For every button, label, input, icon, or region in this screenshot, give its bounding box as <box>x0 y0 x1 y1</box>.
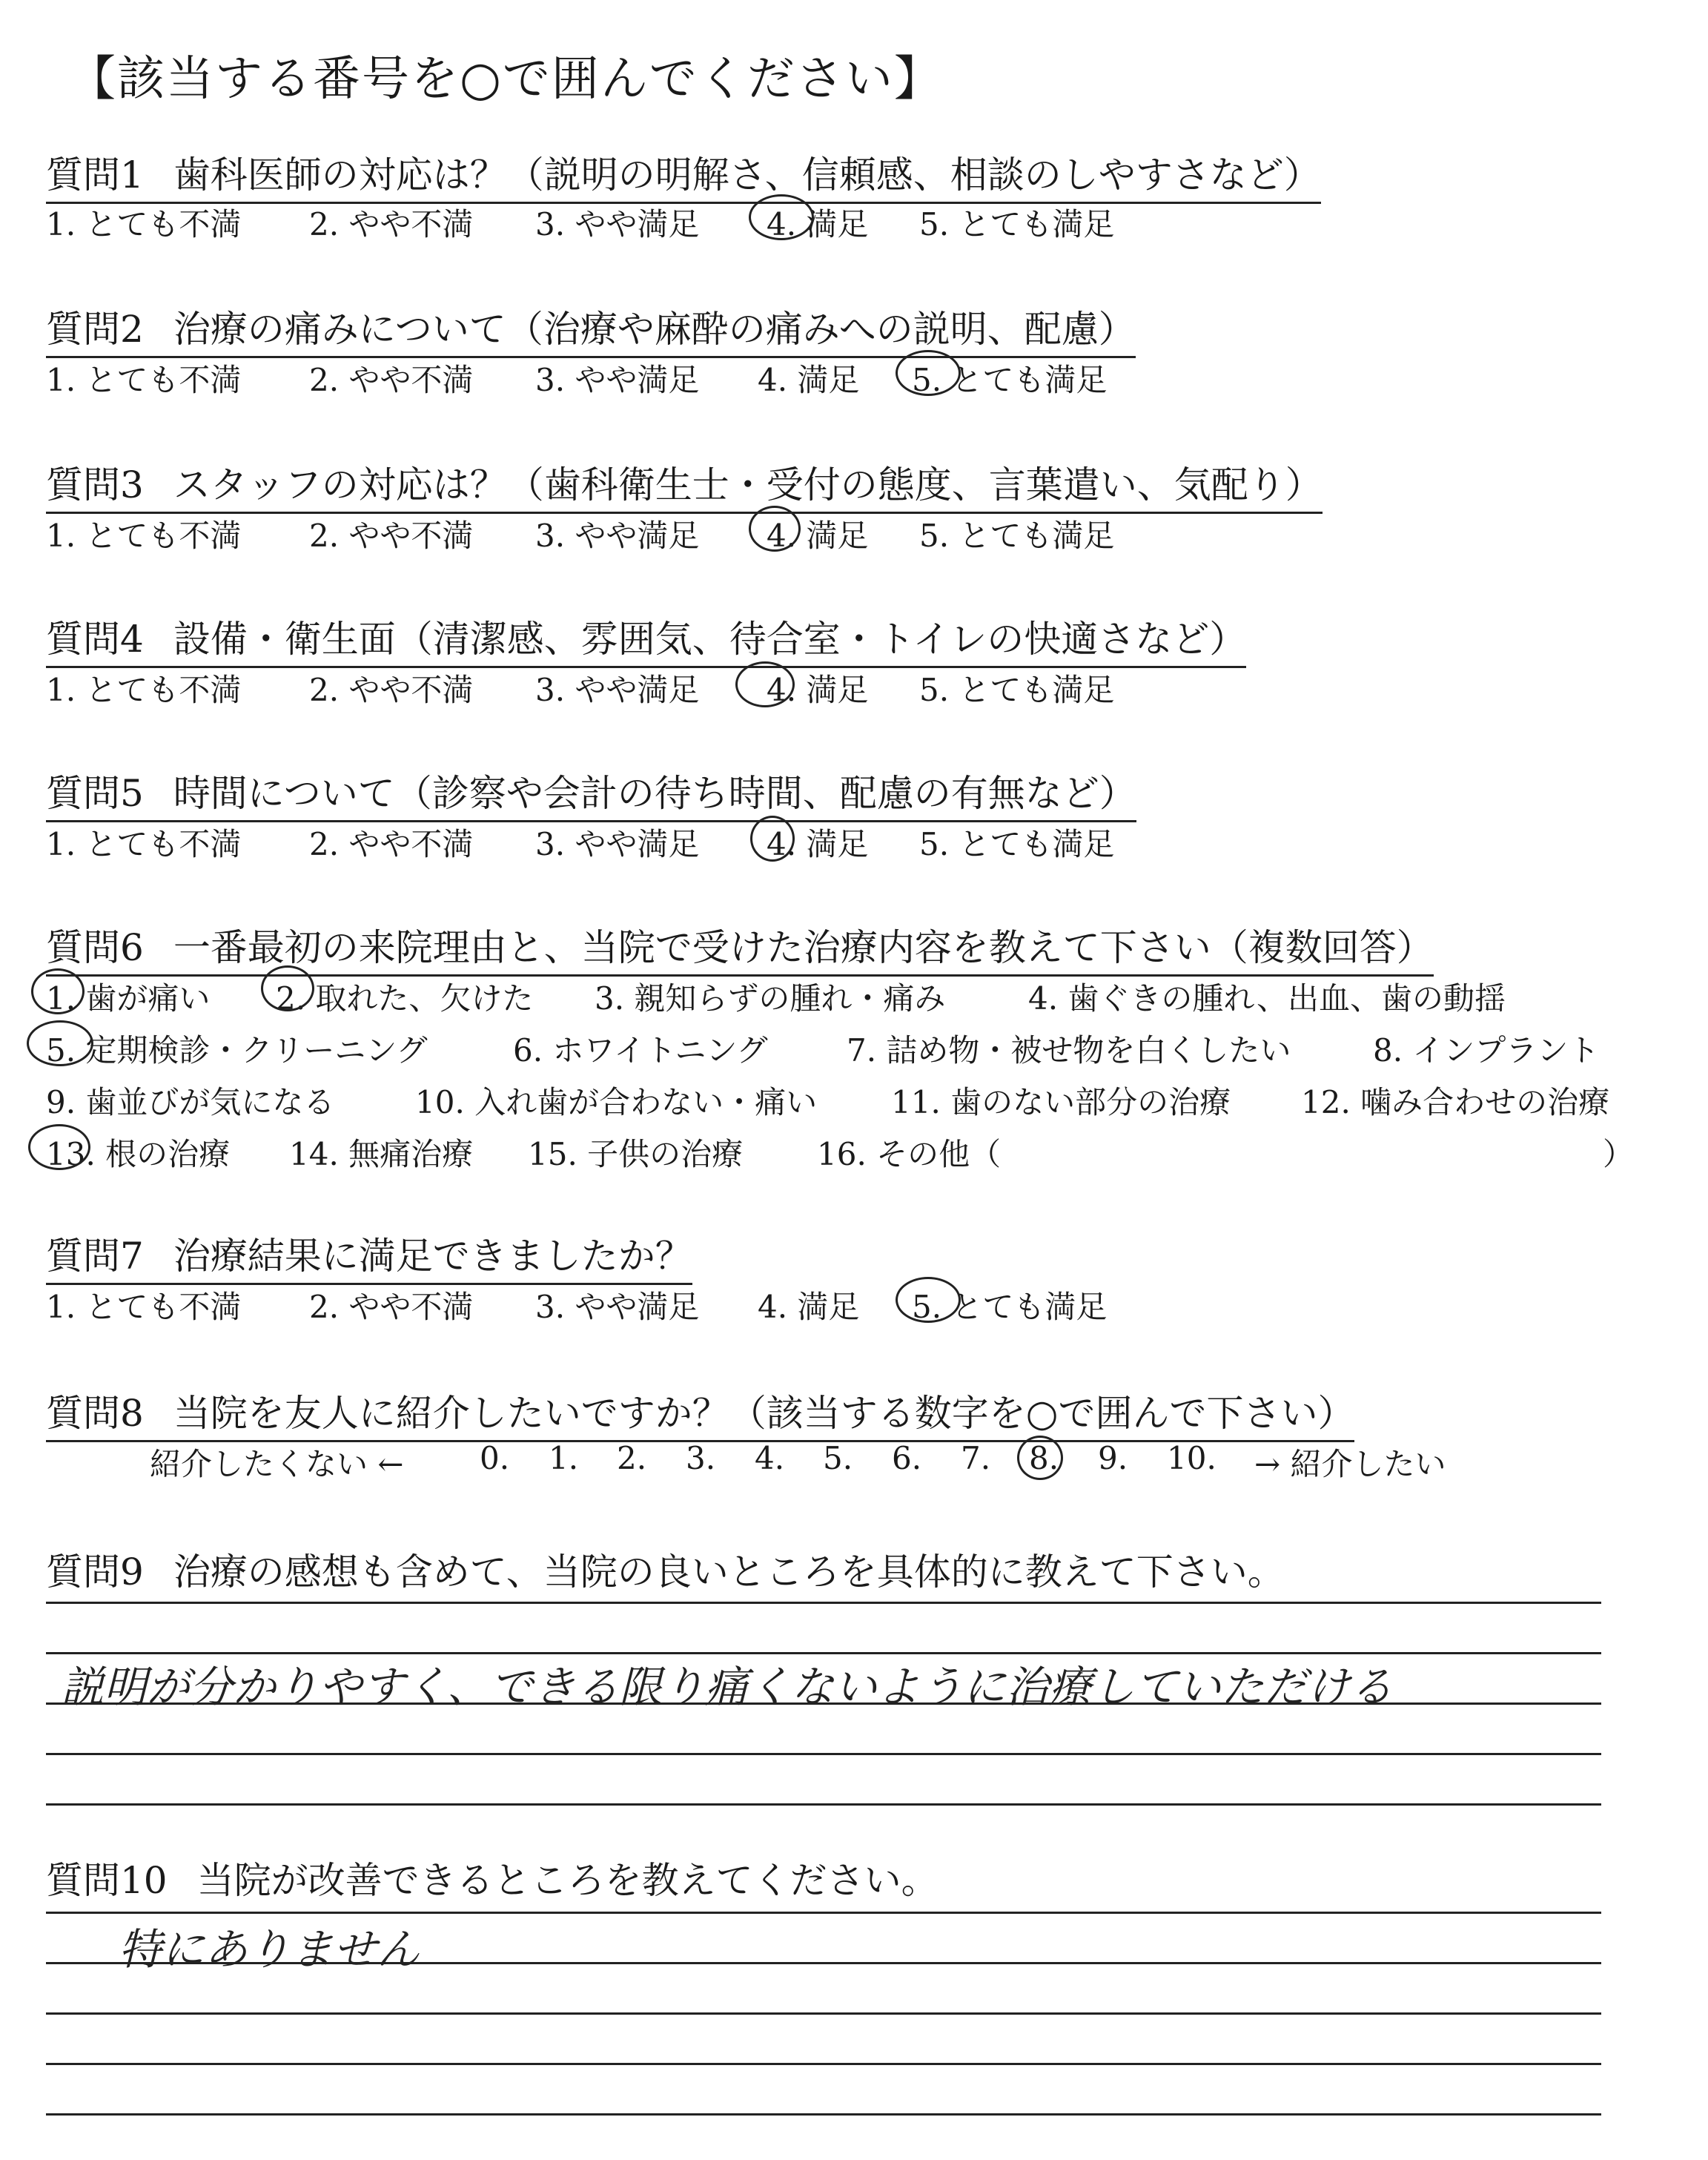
question-8-number: 質問8 <box>46 1392 144 1435</box>
q8-scale-4[interactable]: 4. <box>755 1440 785 1476</box>
q2-option-4[interactable]: 4. 満足 <box>758 362 860 398</box>
question-3-number: 質問3 <box>46 463 144 506</box>
q4-option-1[interactable]: 1. とても不満 <box>46 672 242 708</box>
q7-option-2[interactable]: 2. やや不満 <box>309 1289 474 1325</box>
q4-option-3[interactable]: 3. やや満足 <box>535 672 700 708</box>
question-6-text: 一番最初の来院理由と、当院で受けた治療内容を教えて下さい（複数回答） <box>173 926 1434 969</box>
question-9-answer[interactable]: 説明が分かりやすく、できる限り痛くないように治療していただける <box>61 1662 1393 1712</box>
answer-line <box>46 1912 1601 1914</box>
question-9-number: 質問9 <box>46 1550 144 1593</box>
q6-option-2[interactable]: 2. 取れた、欠けた <box>276 980 534 1017</box>
q6-option-13-circle <box>28 1124 90 1170</box>
q8-scale-0[interactable]: 0. <box>480 1440 510 1476</box>
question-9-title <box>46 1542 1285 1596</box>
q7-selection-circle <box>896 1277 961 1323</box>
q1-option-4[interactable]: 4. 満足 <box>767 206 869 242</box>
q8-scale-left-label: 紹介したくない ← <box>150 1446 404 1482</box>
question-2-title <box>46 300 1136 358</box>
question-10-number: 質問10 <box>46 1859 168 1902</box>
q2-option-3[interactable]: 3. やや満足 <box>535 362 700 398</box>
q5-option-4[interactable]: 4. 満足 <box>767 826 869 862</box>
q8-scale-2[interactable]: 2. <box>617 1440 647 1476</box>
q5-selection-circle <box>750 816 795 862</box>
answer-line <box>46 1602 1601 1604</box>
q7-option-1[interactable]: 1. とても不満 <box>46 1289 242 1325</box>
q4-option-5[interactable]: 5. とても満足 <box>919 672 1115 708</box>
q6-option-13[interactable]: 13. 根の治療 <box>46 1136 231 1172</box>
q3-option-5[interactable]: 5. とても満足 <box>919 518 1115 554</box>
q5-option-3[interactable]: 3. やや満足 <box>535 826 700 862</box>
question-5-number: 質問5 <box>46 772 144 815</box>
q3-option-2[interactable]: 2. やや不満 <box>309 518 474 554</box>
q5-option-1[interactable]: 1. とても不満 <box>46 826 242 862</box>
q4-selection-circle <box>735 661 795 707</box>
q6-option-5-circle <box>27 1020 93 1066</box>
q1-selection-circle <box>749 194 814 240</box>
q6-option-3[interactable]: 3. 親知らずの腫れ・痛み <box>595 980 946 1017</box>
question-3-title <box>46 455 1323 514</box>
question-6-title <box>46 918 1434 977</box>
question-2-text: 治療の痛みについて（治療や麻酔の痛みへの説明、配慮） <box>173 308 1136 351</box>
q6-option-7[interactable]: 7. 詰め物・被せ物を白くしたい <box>847 1032 1291 1069</box>
q5-option-2[interactable]: 2. やや不満 <box>309 826 474 862</box>
q2-selection-circle <box>896 350 961 396</box>
q7-option-3[interactable]: 3. やや満足 <box>535 1289 700 1325</box>
question-9-text: 治療の感想も含めて、当院の良いところを具体的に教えて下さい。 <box>173 1550 1285 1593</box>
question-8-text: 当院を友人に紹介したいですか？（該当する数字を○で囲んで下さい） <box>173 1392 1355 1435</box>
page-title: 【該当する番号を○で囲んでください】 <box>68 52 943 107</box>
question-3-text: スタッフの対応は？（歯科衛生士・受付の態度、言葉遣い、気配り） <box>173 463 1323 506</box>
question-10-text: 当院が改善できるところを教えてください。 <box>196 1859 939 1902</box>
q8-scale-7[interactable]: 7. <box>961 1440 991 1476</box>
q8-scale-1[interactable]: 1. <box>549 1440 579 1476</box>
q6-option-10[interactable]: 10. 入れ歯が合わない・痛い <box>415 1084 818 1120</box>
q8-scale-6[interactable]: 6. <box>892 1440 922 1476</box>
q7-option-5[interactable]: 5. とても満足 <box>912 1289 1108 1325</box>
q6-option-12[interactable]: 12. 噛み合わせの治療 <box>1301 1084 1610 1120</box>
q2-option-2[interactable]: 2. やや不満 <box>309 362 474 398</box>
q8-selection-circle <box>1017 1436 1063 1480</box>
q6-option-1[interactable]: 1. 歯が痛い <box>46 980 211 1017</box>
q1-option-2[interactable]: 2. やや不満 <box>309 206 474 242</box>
question-1-title <box>46 145 1321 204</box>
question-5-text: 時間について（診察や会計の待ち時間、配慮の有無など） <box>173 772 1136 815</box>
question-10-title <box>46 1851 939 1904</box>
q2-option-1[interactable]: 1. とても不満 <box>46 362 242 398</box>
answer-line <box>46 2063 1601 2065</box>
q1-option-1[interactable]: 1. とても不満 <box>46 206 242 242</box>
q8-scale-5[interactable]: 5. <box>823 1440 853 1476</box>
answer-line <box>46 2113 1601 2116</box>
question-5-title <box>46 764 1136 822</box>
question-1-number: 質問1 <box>46 153 144 196</box>
question-7-number: 質問7 <box>46 1235 144 1278</box>
q4-option-4[interactable]: 4. 満足 <box>767 672 869 708</box>
q6-option-6[interactable]: 6. ホワイトニング <box>513 1032 768 1069</box>
q6-option-4[interactable]: 4. 歯ぐきの腫れ、出血、歯の動揺 <box>1028 980 1506 1017</box>
q6-option-5[interactable]: 5. 定期検診・クリーニング <box>46 1032 428 1069</box>
q7-option-4[interactable]: 4. 満足 <box>758 1289 860 1325</box>
question-10-answer[interactable]: 特にありません <box>119 1924 420 1975</box>
q6-option-11[interactable]: 11. 歯のない部分の治療 <box>891 1084 1231 1120</box>
q1-option-3[interactable]: 3. やや満足 <box>535 206 700 242</box>
q1-option-5[interactable]: 5. とても満足 <box>919 206 1115 242</box>
q8-scale-9[interactable]: 9. <box>1098 1440 1128 1476</box>
question-4-title <box>46 610 1246 668</box>
question-2-number: 質問2 <box>46 308 144 351</box>
q3-option-4[interactable]: 4. 満足 <box>767 518 869 554</box>
q6-option-1-circle <box>31 968 85 1014</box>
question-4-number: 質問4 <box>46 618 144 661</box>
question-7-text: 治療結果に満足できましたか？ <box>173 1235 692 1278</box>
q8-scale-3[interactable]: 3. <box>686 1440 716 1476</box>
q6-option-8[interactable]: 8. インプラント <box>1373 1032 1600 1069</box>
question-8-title <box>46 1384 1354 1442</box>
q5-option-5[interactable]: 5. とても満足 <box>919 826 1115 862</box>
answer-line <box>46 2012 1601 2015</box>
answer-line <box>46 1803 1601 1806</box>
q3-option-1[interactable]: 1. とても不満 <box>46 518 242 554</box>
q8-scale-right-label: → 紹介したい <box>1254 1446 1446 1482</box>
q3-selection-circle <box>749 506 801 552</box>
q8-scale-10[interactable]: 10. <box>1167 1440 1217 1476</box>
q2-option-5[interactable]: 5. とても満足 <box>912 362 1108 398</box>
q6-option-16[interactable]: 16. その他（ <box>817 1136 1002 1172</box>
q8-scale-8[interactable]: 8. <box>1029 1440 1059 1476</box>
answer-line <box>46 1753 1601 1755</box>
q6-option-15[interactable]: 15. 子供の治療 <box>528 1136 744 1172</box>
question-6-number: 質問6 <box>46 926 144 969</box>
question-7-title <box>46 1226 692 1285</box>
q6-option-9[interactable]: 9. 歯並びが気になる <box>46 1084 335 1120</box>
question-1-text: 歯科医師の対応は？（説明の明解さ、信頼感、相談のしやすさなど） <box>173 153 1321 196</box>
q6-option-16-close: ） <box>1603 1136 1635 1172</box>
q6-option-14[interactable]: 14. 無痛治療 <box>289 1136 474 1172</box>
question-4-text: 設備・衛生面（清潔感、雰囲気、待合室・トイレの快適さなど） <box>173 618 1247 661</box>
q6-option-2-circle <box>261 965 314 1011</box>
q3-option-3[interactable]: 3. やや満足 <box>535 518 700 554</box>
q4-option-2[interactable]: 2. やや不満 <box>309 672 474 708</box>
